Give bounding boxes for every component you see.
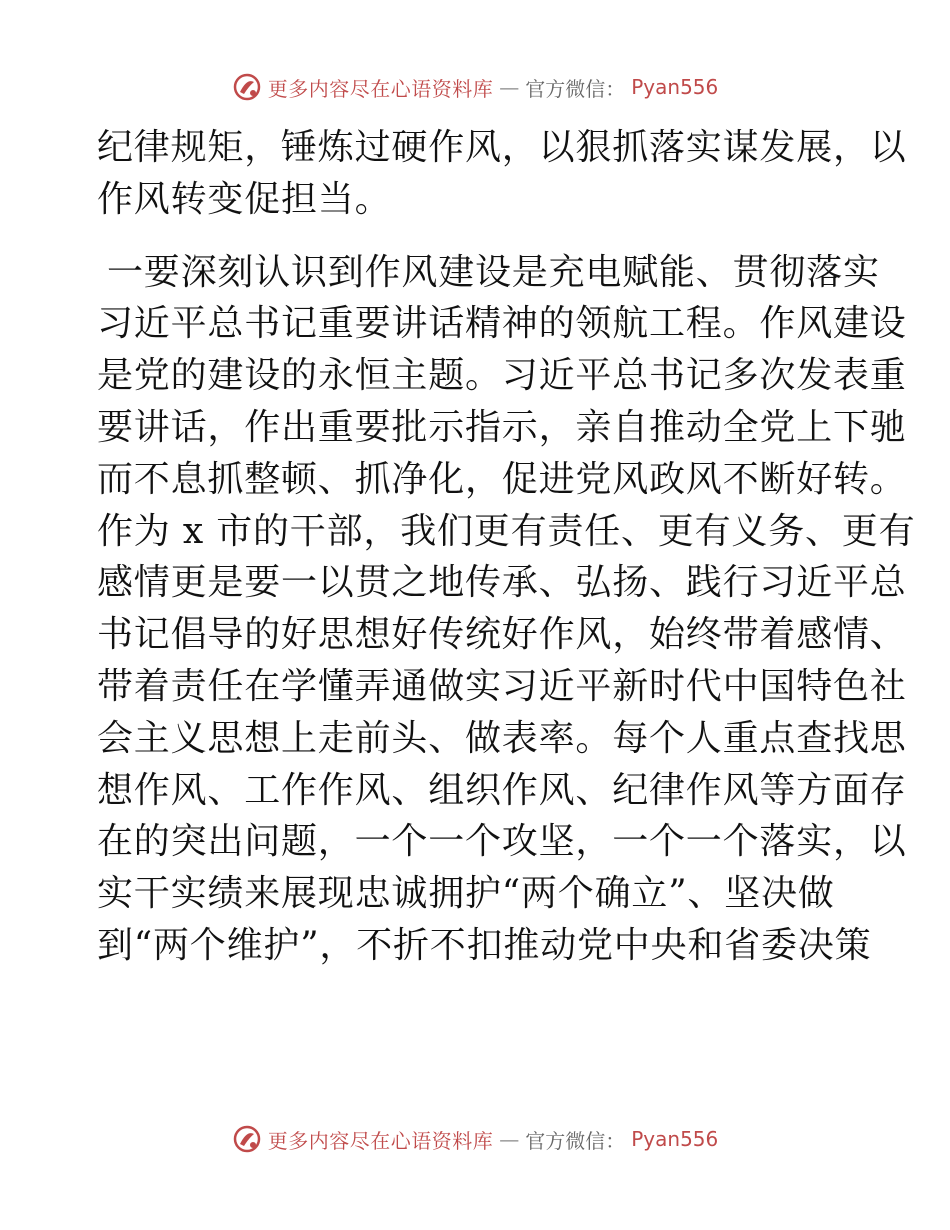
text-line: 习近平总书记重要讲话精神的领航工程。作风建设 [97, 303, 907, 345]
brush-seal-logo-icon [232, 72, 262, 102]
text-line: 带着责任在学懂弄通做实习近平新时代中国特色社 [97, 665, 907, 707]
paragraph-1 [97, 122, 907, 226]
text-line: 作为 x 市的干部，我们更有责任、更有义务、更有 [97, 510, 916, 552]
text-line: 到“两个维护”，不折不扣推动党中央和省委决策 [97, 924, 872, 966]
paragraph-2 [97, 247, 916, 972]
text-line: 实干实绩来展现忠诚拥护“两个确立”、坚决做 [97, 873, 835, 915]
text-line: 要讲话，作出重要批示指示，亲自推动全党上下驰 [97, 406, 907, 448]
footer-watermark [0, 1124, 950, 1154]
watermark-text: 更多内容尽在心语资料库 [267, 76, 494, 101]
text-line: 感情更是要一以贯之地传承、弘扬、践行习近平总 [97, 562, 907, 604]
watermark-text: 更多内容尽在心语资料库 [267, 1128, 494, 1153]
header-watermark [0, 72, 950, 102]
text-line: 是党的建设的永恒主题。习近平总书记多次发表重 [97, 355, 907, 397]
watermark-sub-label: 官方微信： [525, 76, 626, 101]
brush-seal-logo-icon [232, 1124, 262, 1154]
watermark-sub-label: 官方微信： [525, 1128, 626, 1153]
text-line: 作风转变促担当。 [97, 178, 392, 220]
text-line: 会主义思想上走前头、做表率。每个人重点查找思 [97, 717, 907, 759]
text-line: 书记倡导的好思想好传统好作风，始终带着感情、 [97, 614, 907, 656]
watermark-wechat-id: Pyan556 [631, 1127, 719, 1151]
text-line: 一要深刻认识到作风建设是充电赋能、贯彻落实 [107, 251, 880, 293]
text-line: 而不息抓整顿、抓净化，促进党风政风不断好转。 [97, 458, 907, 500]
watermark-wechat-id: Pyan556 [631, 75, 719, 99]
text-line: 在的突出问题，一个一个攻坚，一个一个落实，以 [97, 821, 907, 863]
watermark-dash: — [499, 1127, 520, 1151]
text-line: 纪律规矩，锤炼过硬作风，以狠抓落实谋发展，以 [97, 127, 907, 168]
watermark-dash: — [499, 75, 520, 99]
paragraph-spacer [97, 226, 857, 247]
text-line: 想作风、工作作风、组织作风、纪律作风等方面存 [97, 769, 907, 811]
document-body [97, 122, 916, 972]
